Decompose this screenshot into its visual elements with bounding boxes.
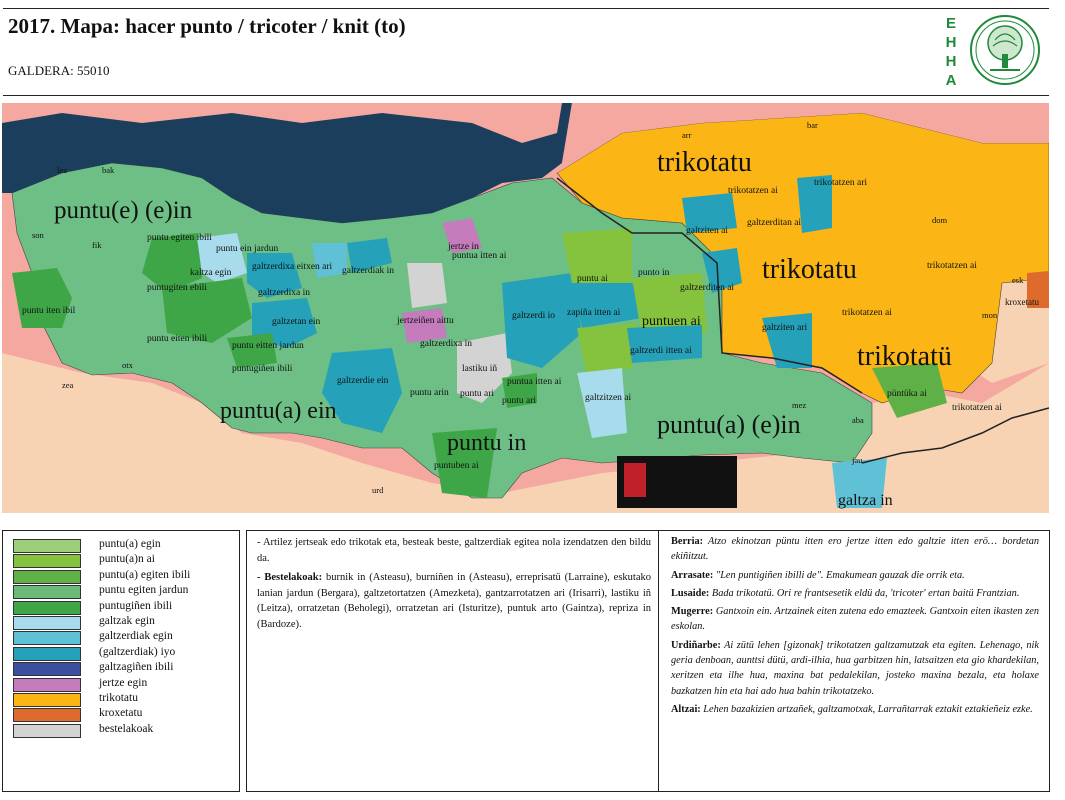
phrase-label: puntuen ai <box>642 314 701 329</box>
region-label: puntu in <box>447 430 527 456</box>
phrase-label: puntugiñen ibili <box>232 364 293 374</box>
phrase-label: püntüka ai <box>887 389 927 399</box>
legend <box>2 530 240 792</box>
legend-item <box>13 678 233 692</box>
phrase-label: galtzerdixa in <box>258 288 310 298</box>
comments-box <box>658 530 1050 792</box>
phrase-label: kroxetatu <box>1005 297 1039 307</box>
logo-letter: E <box>945 15 956 32</box>
notes-paragraph: - Artilez jertseak edo trikotak eta, besteak beste, galtzerdiak egitea nola izendatzen den bildu da. <box>257 537 651 564</box>
place-code: arr <box>682 130 692 140</box>
legend-label: puntugiñen ibili <box>99 599 173 612</box>
patch-burnik <box>407 263 447 308</box>
phrase-label: jertzeiñen aittu <box>397 316 454 326</box>
phrase-label: puntu ari <box>460 389 495 399</box>
comment-text: Bada trikotatü. Ori re frantsesetik eldü da, 'tricoter' ertan baitü Frantzian. <box>709 587 1020 599</box>
legend-item <box>13 647 233 661</box>
legend-item <box>13 708 233 722</box>
legend-item <box>13 724 233 738</box>
phrase-label: zapiña itten ai <box>567 308 621 318</box>
legend-swatch <box>13 570 81 584</box>
legend-item <box>13 539 233 553</box>
comment-text: Lehen bazakizien artzañek, galtzamotxak, Larrañtarrak eztakit eztakieñeiz ezke. <box>700 703 1033 715</box>
phrase-label: kaltza egin <box>190 268 232 278</box>
legend-item <box>13 616 233 630</box>
notes-box <box>246 530 660 792</box>
phrase-label: galtzitzen ai <box>585 393 632 403</box>
phrase-label: puntuben ai <box>434 461 479 471</box>
comment-text: Ai zütü lehen [gizonak] trikotatzen galtzamutzak eta egiten. Lehenago, nik geria denboan, aunttsi dütü, ardi-ilhia, hua garbitzen hin, latsaitzen eta gio khardekilan, xeritzen eta ilhe hua, maxina bat pedalekilan, josteko maxina bezala, eta holaxe bazkatzen hin eta hai ado hua bahin trikotatzeko. <box>671 639 1039 697</box>
place-code: urd <box>372 485 384 495</box>
place-code: aba <box>852 415 864 425</box>
place-code: mez <box>792 400 807 410</box>
place-code: bar <box>807 120 818 130</box>
legend-swatch <box>13 708 81 722</box>
phrase-label: puntu egiten ibili <box>147 233 212 243</box>
legend-label: galtzerdiak egin <box>99 630 173 643</box>
legend-label: puntu egiten jardun <box>99 584 189 597</box>
phrase-label: puntu ein jardun <box>216 244 279 254</box>
inset-line: Komunitatea <box>657 490 699 499</box>
region-label: trikotatü <box>857 341 952 372</box>
comment-paragraph <box>671 568 1039 583</box>
place-code: zea <box>62 380 74 390</box>
notes-lead: - Bestelakoak: <box>257 572 323 583</box>
place-code: fik <box>92 240 102 250</box>
comment-place: Altzai: <box>671 703 701 715</box>
legend-swatch <box>13 601 81 615</box>
legend-swatch <box>13 554 81 568</box>
legend-item <box>13 570 233 584</box>
legend-swatch <box>13 647 81 661</box>
phrase-label: trikotatzen ari <box>814 178 868 188</box>
page-title: 2017. Mapa: hacer punto / tricoter / knit (to) <box>8 14 406 38</box>
comment-text: Atzo ekinotzan püntu itten ero jertze itten edo galtzie itten erö… bordetan ekiñitzut. <box>671 536 1039 563</box>
comment-place: Lusaide: <box>671 587 710 599</box>
ehha-logo <box>940 14 962 90</box>
legend-item <box>13 554 233 568</box>
phrase-label: trikotatzen ai <box>927 261 977 271</box>
phrase-label: galtzerdie ein <box>337 376 389 386</box>
legend-item <box>13 601 233 615</box>
phrase-label: punto in <box>638 268 670 278</box>
logo-letter: A <box>945 72 957 89</box>
phrase-label: puntu iten ibil <box>22 306 76 316</box>
phrase-label: trikotatzen ai <box>842 308 892 318</box>
region-label: puntu(a) ein <box>220 398 337 424</box>
logo-letter: H <box>945 53 957 70</box>
legend-label: bestelakoak <box>99 722 154 735</box>
comment-place: Mugerre: <box>671 606 714 618</box>
question-number: GALDERA: 55010 <box>8 63 110 78</box>
region-label: puntu(a) (e)in <box>657 410 801 439</box>
legend-swatch <box>13 539 81 553</box>
comment-text: "Len puntigiñen ibilli de". Emakumean gauzak die orrik eta. <box>713 569 965 581</box>
phrase-label: puntu ai <box>577 274 608 284</box>
legend-label: galtzak egin <box>99 615 155 627</box>
legend-swatch <box>13 616 81 630</box>
phrase-label: galtzerdixa eitxen ari <box>252 262 333 272</box>
tree-seal-icon <box>968 10 1042 90</box>
phrase-label: puntu eitten jardun <box>232 341 304 351</box>
legend-item <box>13 631 233 645</box>
place-code: son <box>32 230 44 240</box>
phrase-label: galtzetan ein <box>272 317 321 327</box>
legend-item <box>13 693 233 707</box>
region-label: galtza in <box>838 492 893 509</box>
legend-swatch <box>13 585 81 599</box>
legend-label: jertze egin <box>99 676 148 689</box>
place-code: dom <box>932 215 948 225</box>
patch-galtzerdi-itten <box>627 325 702 363</box>
place-code: mon <box>982 310 998 320</box>
phrase-label: puntugiten ebili <box>147 283 207 293</box>
comment-place: Berria: <box>671 536 704 547</box>
phrase-label: puntua itten ai <box>507 377 562 387</box>
legend-label: puntu(a) egin <box>99 538 161 550</box>
comment-place: Urdiñarbe: <box>671 639 721 651</box>
phrase-label: galtzerdixa in <box>420 339 472 349</box>
phrase-label: puntu arin <box>410 388 449 398</box>
comment-paragraph <box>671 604 1039 635</box>
legend-item <box>13 585 233 599</box>
header-rule <box>3 95 1049 96</box>
navarre-shield-icon <box>624 463 646 497</box>
legend-swatch <box>13 662 81 676</box>
inset-line: Nafarroako <box>657 466 694 475</box>
comment-paragraph <box>671 534 1039 565</box>
comment-paragraph <box>671 586 1039 601</box>
legend-label: puntu(a) egiten ibili <box>99 568 191 581</box>
region-label: puntu(e) (e)in <box>54 197 193 224</box>
phrase-label: trikotatzen ai <box>952 403 1002 413</box>
legend-label: galtzagiñen ibili <box>99 661 174 674</box>
notes-paragraph <box>257 570 651 632</box>
comment-paragraph <box>671 702 1039 717</box>
logo-letter: H <box>945 34 957 51</box>
place-code: otx <box>122 360 133 370</box>
phrase-label: galtzerdi itten ai <box>630 346 692 356</box>
legend-swatch <box>13 724 81 738</box>
phrase-label: puntu eiten ibili <box>147 334 208 344</box>
legend-swatch <box>13 631 81 645</box>
region-label: trikotatu <box>657 147 752 178</box>
place-code: bak <box>102 165 115 175</box>
legend-label: kroxetatu <box>99 707 143 720</box>
legend-label: puntu(a)n ai <box>99 553 155 566</box>
legend-swatch <box>13 693 81 707</box>
legend-label: trikotatu <box>99 692 138 704</box>
inset-line: Foru <box>657 478 673 487</box>
legend-item <box>13 662 233 676</box>
place-code: jau <box>852 455 863 465</box>
phrase-label: jertze in <box>448 242 479 252</box>
region-label: trikotatu <box>762 254 857 285</box>
place-code: lez <box>57 165 67 175</box>
phrase-label: galtzerditen ai <box>680 283 735 293</box>
phrase-label: trikotatzen ai <box>728 186 778 196</box>
comment-paragraph <box>671 638 1039 699</box>
phrase-label: puntu ari <box>502 396 537 406</box>
notes-text: burnik in (Asteasu), burniñen in (Asteasu), erreprisatü (Larraine), eskutako lanian jardun (Bergara), galtzetortatzen (Amezketa), gantzarrotatzen ari (Irisarri), lastiku iñ (Leitza), orratzetan (Beholegi), orratzetan ari (Isturitze), puntuk arto (Gaintza), repriza in (Bardoze). <box>257 572 652 630</box>
comment-place: Arrasate: <box>671 569 714 581</box>
phrase-label: galtziten ari <box>762 323 808 333</box>
place-code: esk <box>1012 275 1024 285</box>
phrase-label: galtzerditan ai <box>747 218 802 228</box>
phrase-label: puntua itten ai <box>452 251 507 261</box>
dialect-map <box>2 103 1049 513</box>
top-rule <box>3 8 1049 9</box>
phrase-label: galtzerdi io <box>512 311 555 321</box>
phrase-label: galtzerdiak in <box>342 266 394 276</box>
comment-text: Gantxoin ein. Artzainek eiten zutena edo emazteek. Gantxoin eiten ikasten zen eskolan. <box>671 606 1039 633</box>
phrase-label: lastiku iñ <box>462 364 498 374</box>
legend-label: (galtzerdiak) iyo <box>99 645 176 658</box>
phrase-label: galtziten ai <box>686 226 728 236</box>
legend-swatch <box>13 678 81 692</box>
